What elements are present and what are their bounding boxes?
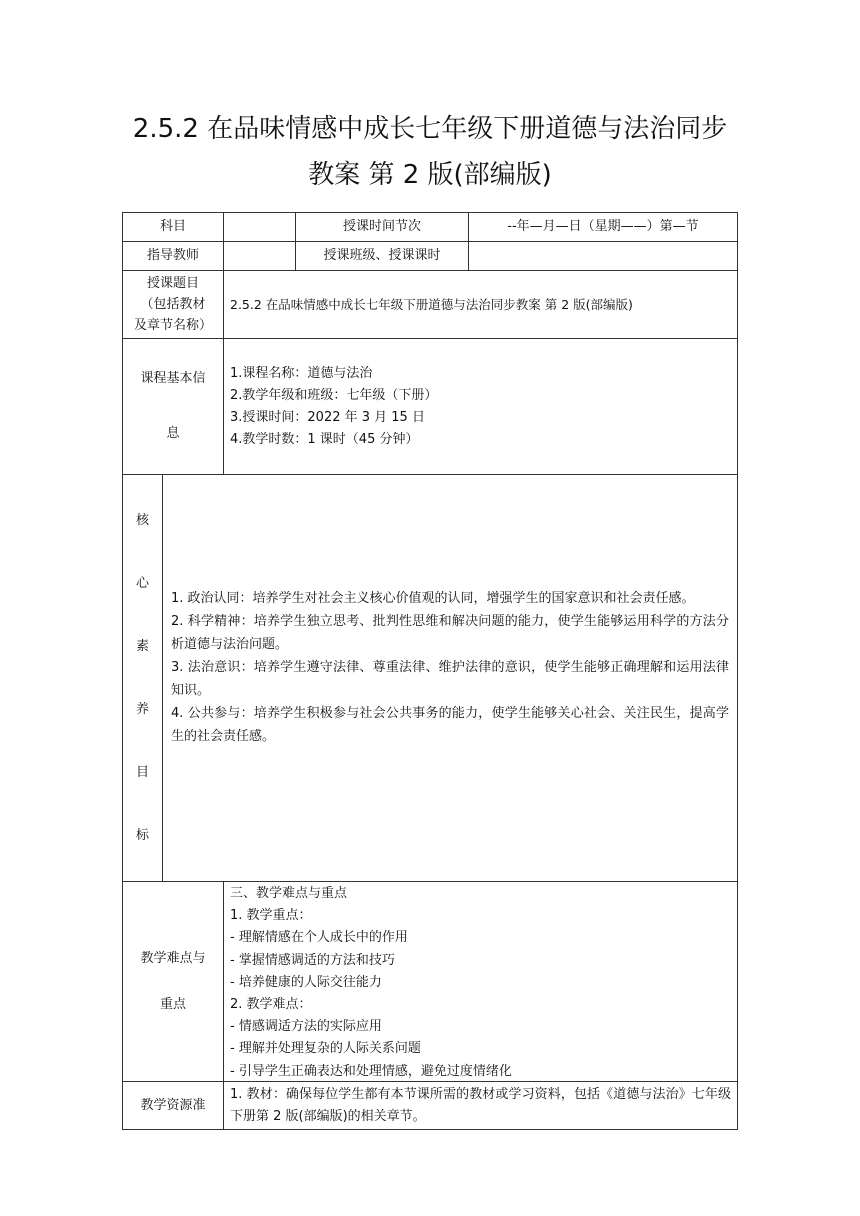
core-literacy-item: 1. 政治认同：培养学生对社会主义核心价值观的认同，增强学生的国家意识和社会责任感。	[171, 591, 695, 606]
basic-info-item: 4.教学时数：1 课时（45 分钟）	[230, 431, 419, 447]
core-literacy-item: 2. 科学精神：培养学生独立思考、批判性思维和解决问题的能力，使学生能够运用科学的方法分析道德与法治问题。	[171, 614, 729, 652]
basic-info-item: 3.授课时间：2022 年 3 月 15 日	[230, 409, 425, 425]
teacher-value	[223, 241, 296, 271]
core-literacy-label-char: 核	[135, 512, 149, 528]
key-points-label-line1: 教学难点与	[140, 950, 206, 966]
basic-info-item: 1.课程名称：道德与法治	[230, 365, 373, 381]
basic-info-label	[122, 338, 224, 475]
teacher-label: 指导教师	[122, 241, 224, 271]
resources-label: 教学资源准	[122, 1081, 224, 1130]
topic-label-line: （包括教材	[140, 297, 206, 312]
key-points-line: - 掌握情感调适的方法和技巧	[230, 952, 395, 968]
resources-content	[223, 1081, 738, 1130]
key-points-line: - 情感调适方法的实际应用	[230, 1019, 382, 1035]
topic-value	[223, 270, 738, 339]
core-literacy-label-char: 素	[135, 638, 149, 654]
core-literacy-label-char: 心	[135, 575, 149, 591]
key-points-line: - 培养健康的人际交往能力	[230, 974, 382, 990]
basic-info-content	[223, 338, 738, 475]
time-label: 授课时间节次	[295, 212, 469, 242]
document-title-line1: 2.5.2 在品味情感中成长七年级下册道德与法治同步	[132, 114, 728, 144]
class-value	[468, 241, 738, 271]
topic-label-line: 授课题目	[146, 276, 199, 291]
key-points-line: - 引导学生正确表达和处理情感，避免过度情绪化	[230, 1063, 512, 1079]
key-points-line: 三、教学难点与重点	[230, 886, 348, 901]
core-literacy-label-char: 目	[135, 764, 149, 780]
key-points-label-line2: 重点	[159, 996, 186, 1012]
time-value: --年—月—日（星期——）第—节	[468, 212, 738, 242]
lesson-plan-table	[122, 212, 738, 1130]
key-points-line: 2. 教学难点：	[230, 997, 312, 1013]
key-points-label	[122, 881, 224, 1082]
core-literacy-label-char: 养	[135, 701, 149, 717]
key-points-line: 1. 教学重点：	[230, 908, 312, 924]
class-label: 授课班级、授课课时	[295, 241, 469, 271]
core-literacy-content	[162, 474, 738, 882]
topic-label-line: 及章节名称）	[133, 318, 212, 333]
key-points-line: - 理解情感在个人成长中的作用	[230, 930, 408, 946]
core-literacy-item: 3. 法治意识：培养学生遵守法律、尊重法律、维护法律的意识，使学生能够正确理解和运用法律知识。	[171, 660, 729, 698]
key-points-content	[223, 881, 738, 1082]
core-literacy-item: 4. 公共参与：培养学生积极参与社会公共事务的能力，使学生能够关心社会、关注民生，提高学生的社会责任感。	[171, 706, 729, 744]
basic-info-label-line1: 课程基本信	[140, 370, 206, 386]
core-literacy-label	[122, 474, 163, 882]
resources-text: 1. 教材：确保每位学生都有本节课所需的教材或学习资料，包括《道德与法治》七年级下册第 2 版(部编版)的相关章节。	[230, 1087, 731, 1124]
topic-label	[122, 270, 224, 339]
key-points-line: - 理解并处理复杂的人际关系问题	[230, 1041, 421, 1057]
subject-label: 科目	[122, 212, 224, 242]
document-title-line2: 教案 第 2 版(部编版)	[308, 160, 552, 190]
basic-info-item: 2.教学年级和班级：七年级（下册）	[230, 387, 438, 403]
core-literacy-label-char: 标	[135, 827, 149, 843]
basic-info-label-line2: 息	[166, 426, 180, 442]
topic-text: 2.5.2 在品味情感中成长七年级下册道德与法治同步教案 第 2 版(部编版)	[230, 296, 633, 312]
subject-value	[223, 212, 296, 242]
